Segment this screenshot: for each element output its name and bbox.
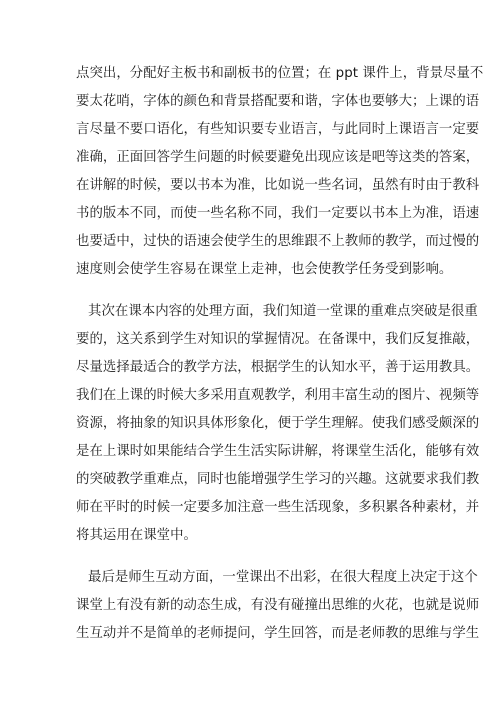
paragraph-line: 准确，正面回答学生问题的时候要避免出现应该是吧等这类的答案， — [76, 150, 480, 165]
paragraph-line: 书的版本不同，而使一些名称不同，我们一定要以书本上为准，语速 — [76, 206, 480, 221]
paragraph-line: 的突破教学重难点，同时也能增强学生学习的兴趣。这就要求我们教 — [76, 472, 480, 487]
paragraph-line: 是在上课时如果能结合学生生活实际讲解，将课堂生活化，能够有效 — [76, 444, 480, 459]
paragraph-line: 最后是师生互动方面，一堂课出不出彩，在很大程度上决定于这个 — [88, 570, 478, 585]
paragraph-line: 尽量选择最适合的教学方法，根据学生的认知水平，善于运用教具。 — [76, 360, 480, 375]
paragraph-line: 点突出，分配好主板书和副板书的位置；在 ppt 课件上，背景尽量不 — [76, 66, 484, 81]
paragraph-line: 要太花哨，字体的颜色和背景搭配要和谐，字体也要够大；上课的语 — [76, 94, 480, 109]
paragraph-line: 在讲解的时候，要以书本为准，比如说一些名词，虽然有时由于教科 — [76, 178, 480, 193]
paragraph-line: 资源，将抽象的知识具体形象化，便于学生理解。使我们感受颇深的 — [76, 416, 480, 431]
paragraph-line: 我们在上课的时候大多采用直观教学，利用丰富生动的图片、视频等 — [76, 388, 480, 403]
paragraph-line: 也要适中，过快的语速会使学生的思维跟不上教师的教学，而过慢的 — [76, 234, 480, 249]
paragraph-line: 要的，这关系到学生对知识的掌握情况。在备课中，我们反复推敲， — [76, 332, 480, 347]
paragraph-line: 将其运用在课堂中。 — [76, 528, 197, 543]
paragraph-line: 言尽量不要口语化，有些知识要专业语言，与此同时上课语言一定要 — [76, 122, 480, 137]
paragraph-line: 速度则会使学生容易在课堂上走神，也会使教学任务受到影响。 — [76, 262, 453, 277]
paragraph-line: 师在平时的时候一定要多加注意一些生活现象，多积累各种素材，并 — [76, 500, 480, 515]
paragraph-line: 课堂上有没有新的动态生成，有没有碰撞出思维的火花，也就是说师 — [76, 598, 480, 613]
paragraph-line: 生互动并不是简单的老师提问，学生回答，而是老师教的思维与学生 — [76, 626, 480, 641]
paragraph-line: 其次在课本内容的处理方面，我们知道一堂课的重难点突破是很重 — [88, 304, 478, 319]
